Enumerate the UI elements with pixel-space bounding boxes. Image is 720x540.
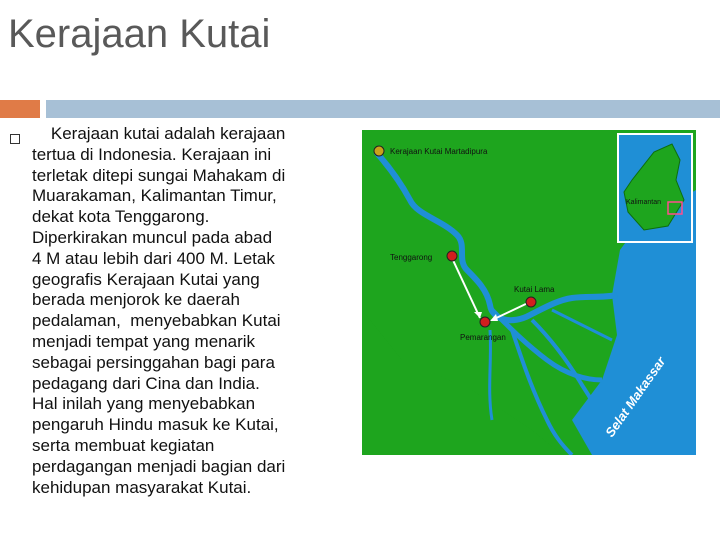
label-kutai-lama: Kutai Lama xyxy=(514,285,555,294)
body-line: pedagang dari Cina dan India. xyxy=(32,373,260,393)
body-line: berada menjorok ke daerah xyxy=(32,290,240,310)
map-svg xyxy=(362,130,696,455)
label-pemarangan: Pemarangan xyxy=(460,333,506,342)
body-line: tertua di Indonesia. Kerajaan ini xyxy=(32,144,272,164)
body-line: kehidupan masyarakat Kutai. xyxy=(32,477,252,497)
label-martadipura: Kerajaan Kutai Martadipura xyxy=(390,147,488,156)
bullet-square-icon xyxy=(10,134,20,144)
slide-title: Kerajaan Kutai xyxy=(8,12,271,56)
body-line: geografis Kerajaan Kutai yang xyxy=(32,269,260,289)
body-line: pedalaman, menyebabkan Kutai xyxy=(32,311,281,331)
body-line: terletak ditepi sungai Mahakam di xyxy=(32,165,286,185)
label-tenggarong: Tenggarong xyxy=(390,253,433,262)
body-line: perdagangan menjadi bagian dari xyxy=(32,456,286,476)
body-line: Kerajaan kutai adalah kerajaan xyxy=(32,124,286,143)
accent-bar-orange xyxy=(0,100,40,118)
body-paragraph xyxy=(32,124,368,498)
marker-tenggarong xyxy=(447,251,457,261)
accent-bar-blue xyxy=(46,100,720,118)
body-line: Hal inilah yang menyebabkan xyxy=(32,394,256,414)
body-line: Diperkirakan muncul pada abad xyxy=(32,227,273,247)
body-line: serta membuat kegiatan xyxy=(32,435,215,455)
body-line: dekat kota Tenggarong. xyxy=(32,207,210,227)
kutai-map xyxy=(362,130,696,455)
body-line: sebagai persinggahan bagi para xyxy=(32,352,275,372)
body-line: pengaruh Hindu masuk ke Kutai, xyxy=(32,415,279,435)
inset-label: Kalimantan xyxy=(626,199,662,206)
marker-pemarangan xyxy=(480,317,490,327)
marker-kutai-lama xyxy=(526,297,536,307)
body-line: 4 M atau lebih dari 400 M. Letak xyxy=(32,248,275,268)
label-selat-makassar: Selat Makassar xyxy=(602,354,669,440)
body-line: Muarakaman, Kalimantan Timur, xyxy=(32,186,277,206)
marker-martadipura xyxy=(374,146,384,156)
body-line: menjadi tempat yang menarik xyxy=(32,331,256,351)
